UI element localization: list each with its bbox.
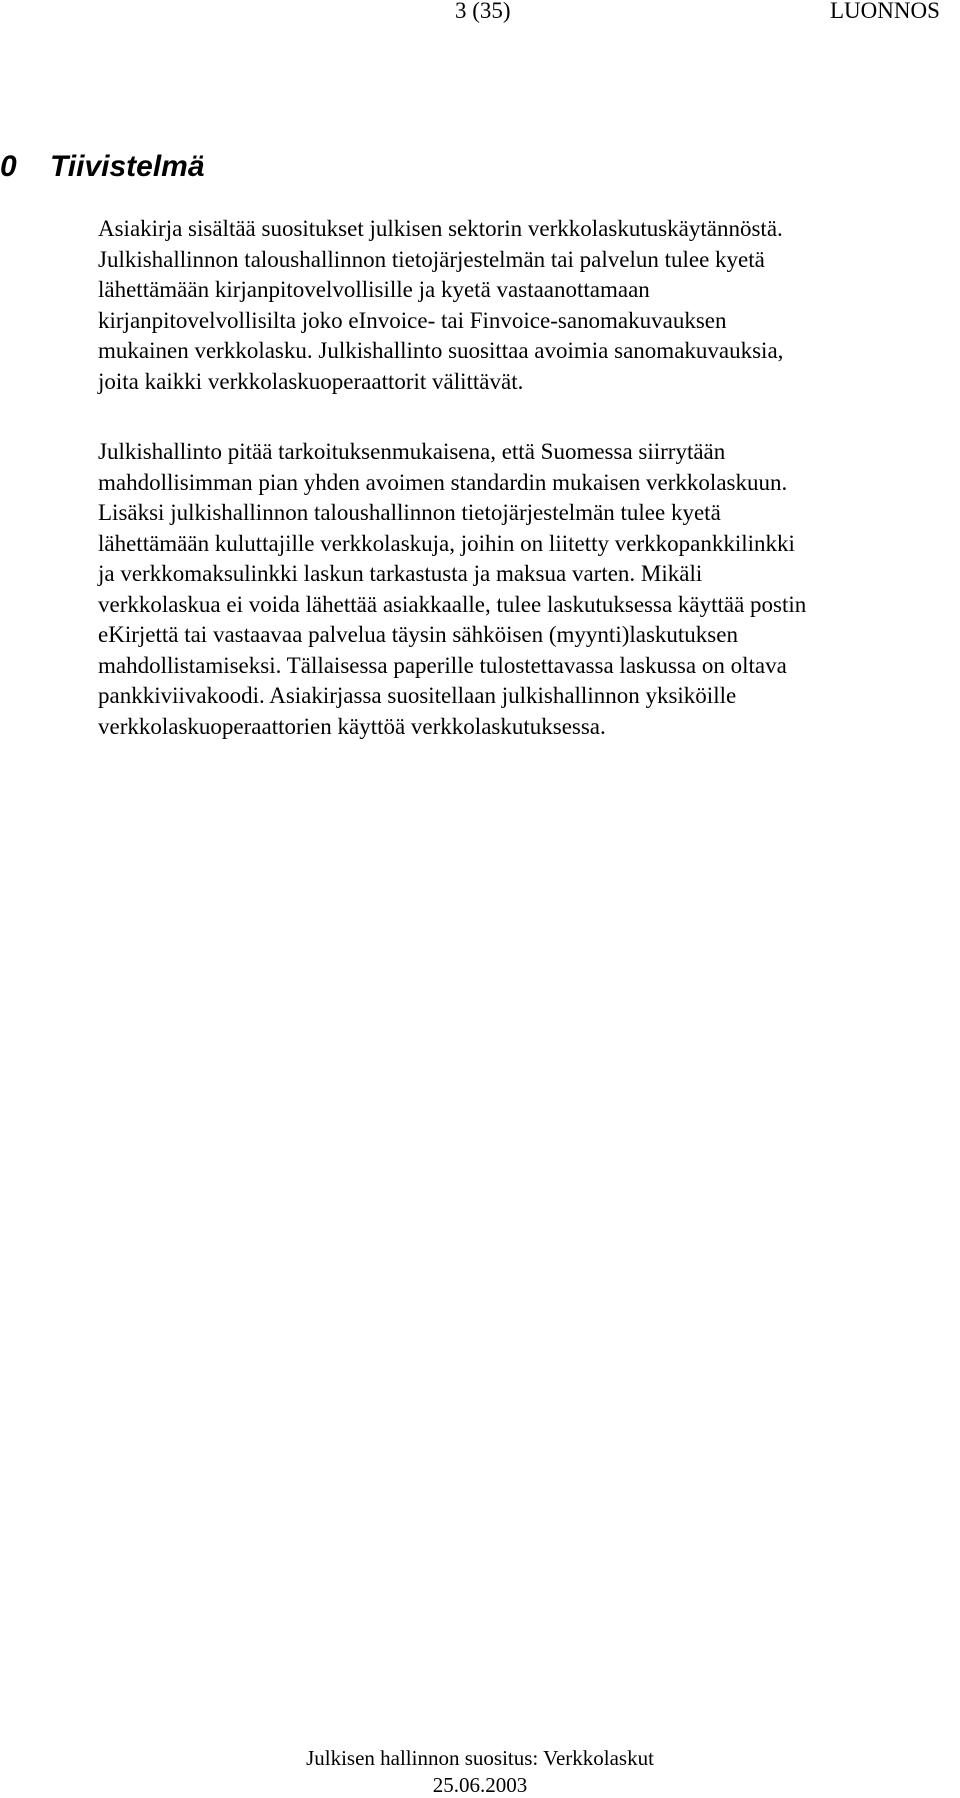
section-heading xyxy=(0,147,205,187)
text-line: mahdollisimman pian yhden avoimen standardin mukaisen verkkolaskuun. xyxy=(98,469,788,495)
footer-title: Julkisen hallinnon suositus: Verkkolaskut xyxy=(306,1746,654,1770)
text-line: lähettämään kuluttajille verkkolaskuja, joihin on liitetty verkkopankkilinkki xyxy=(98,530,795,556)
summary-paragraph-2 xyxy=(98,437,953,742)
text-line: mahdollistamiseksi. Tällaisessa paperille tulostettavassa laskussa on oltava xyxy=(98,652,787,678)
page-number: 3 (35) xyxy=(455,0,511,23)
text-line: eKirjettä tai vastaavaa palvelua täysin sähköisen (myynti)laskutuksen xyxy=(98,622,738,647)
draft-status-label: LUONNOS xyxy=(830,0,940,23)
page-header xyxy=(0,0,960,30)
text-line: mukainen verkkolasku. Julkishallinto suosittaa avoimia sanomakuvauksia, xyxy=(98,338,784,363)
text-line: Julkishallinnon taloushallinnon tietojärjestelmän tai palvelun tulee kyetä xyxy=(98,246,765,272)
page-footer xyxy=(0,1745,960,1798)
text-line: lähettämään kirjanpitovelvollisille ja kyetä vastaanottamaan xyxy=(98,277,650,302)
text-line: Lisäksi julkishallinnon taloushallinnon tietojärjestelmän tulee kyetä xyxy=(98,500,721,525)
text-line: ja verkkomaksulinkki laskun tarkastusta ja maksua varten. Mikäli xyxy=(98,561,703,586)
section-number: 0 xyxy=(0,150,17,183)
text-line: verkkolaskuoperaattorien käyttöä verkkolaskutuksessa. xyxy=(98,713,606,739)
text-line: kirjanpitovelvollisilta joko eInvoice- tai Finvoice-sanomakuvauksen xyxy=(98,307,727,333)
summary-paragraph-1 xyxy=(98,214,953,397)
text-line: Julkishallinto pitää tarkoituksenmukaisena, että Suomessa siirrytään xyxy=(98,439,726,464)
text-line: joita kaikki verkkolaskuoperaattorit välittävät. xyxy=(98,368,524,394)
footer-date: 25.06.2003 xyxy=(432,1773,528,1797)
section-title: Tiivistelmä xyxy=(50,150,205,183)
text-line: Asiakirja sisältää suositukset julkisen sektorin verkkolaskutuskäytännöstä. xyxy=(98,216,783,241)
text-line: verkkolaskua ei voida lähettää asiakkaalle, tulee laskutuksessa käyttää postin xyxy=(98,591,807,617)
text-line: pankkiviivakoodi. Asiakirjassa suositellaan julkishallinnon yksiköille xyxy=(98,683,737,708)
